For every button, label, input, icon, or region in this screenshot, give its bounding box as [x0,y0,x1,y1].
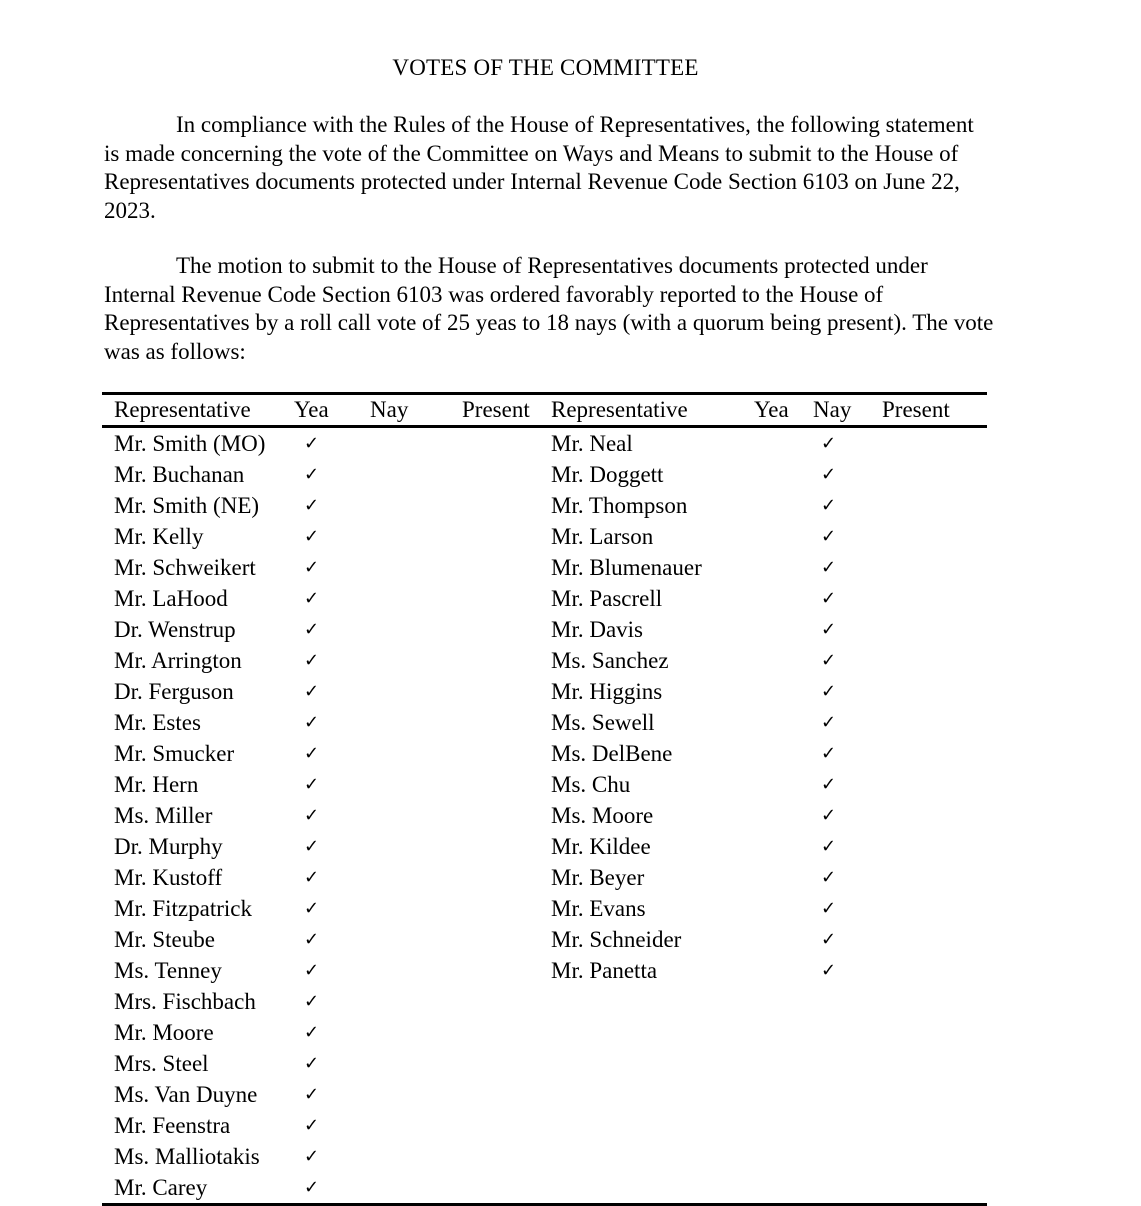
representative-name-left: Mr. Buchanan [114,462,245,487]
left-nay-cell [364,893,454,924]
checkmark-icon: ✓ [304,650,320,671]
table-row [102,707,987,738]
right-nay-cell [813,1048,878,1079]
checkmark-icon: ✓ [304,495,320,516]
right-present-cell [878,427,987,460]
table-row [102,1141,987,1172]
left-nay-cell [364,955,454,986]
representative-name-right: Ms. Moore [551,803,654,828]
left-present-cell [454,707,551,738]
checkmark-icon: ✓ [304,867,320,888]
representative-name-right [551,1141,751,1172]
checkmark-icon: ✓ [304,1115,320,1136]
right-present-cell [878,1141,987,1172]
right-nay-cell [813,831,878,862]
left-nay-cell [364,1048,454,1079]
right-nay-cell [813,955,878,986]
right-nay-cell [813,1110,878,1141]
representative-name-left: Mr. Fitzpatrick [114,896,252,921]
representative-name-left: Mr. Steube [114,927,215,952]
table-body [102,427,987,1205]
right-nay-cell [813,707,878,738]
table-row [102,552,987,583]
left-present-cell [454,1079,551,1110]
left-present-cell [454,862,551,893]
checkmark-icon: ✓ [821,960,837,981]
right-yea-cell [751,862,813,893]
representative-name-right: Mr. Panetta [551,958,658,983]
table-row [102,769,987,800]
table-row [102,490,987,521]
representative-name-right [551,986,751,1017]
left-nay-cell [364,862,454,893]
right-present-cell [878,1079,987,1110]
left-yea-cell [292,459,364,490]
right-present-cell [878,986,987,1017]
left-yea-cell [292,1048,364,1079]
right-yea-cell [751,1110,813,1141]
checkmark-icon: ✓ [821,619,837,640]
checkmark-icon: ✓ [304,929,320,950]
checkmark-icon: ✓ [821,526,837,547]
left-nay-cell [364,676,454,707]
checkmark-icon: ✓ [304,526,320,547]
table-row [102,1110,987,1141]
checkmark-icon: ✓ [821,929,837,950]
representative-name-right: Mr. Higgins [551,679,663,704]
left-nay-cell [364,427,454,460]
right-nay-cell [813,459,878,490]
checkmark-icon: ✓ [304,898,320,919]
left-nay-cell [364,583,454,614]
checkmark-icon: ✓ [821,464,837,485]
representative-name-right: Ms. Sanchez [551,648,669,673]
left-nay-cell [364,831,454,862]
table-row [102,614,987,645]
right-yea-cell [751,769,813,800]
representative-name-left: Mr. Schweikert [114,555,256,580]
right-nay-cell [813,676,878,707]
right-present-cell [878,831,987,862]
left-present-cell [454,521,551,552]
compliance-paragraph-text: In compliance with the Rules of the House of Representatives, the following statement is made concerning the vote of the Committee on Ways and Means to submit to the House of Representatives documents protected under Internal Revenue Code Section 6103 on June 22, 2023. [104,112,974,223]
checkmark-icon: ✓ [821,433,837,454]
table-row [102,893,987,924]
representative-name-right: Ms. Sewell [551,710,655,735]
left-present-cell [454,986,551,1017]
right-present-cell [878,738,987,769]
table-row [102,1079,987,1110]
right-nay-cell [813,490,878,521]
representative-name-right: Mr. Pascrell [551,586,663,611]
representative-name-left: Mrs. Steel [114,1051,209,1076]
header-nay-left: Nay [370,397,409,422]
roll-call-vote-table [102,392,987,1206]
left-nay-cell [364,614,454,645]
representative-name-right: Mr. Evans [551,896,646,921]
table-header-row [102,394,987,427]
checkmark-icon: ✓ [304,1084,320,1105]
left-nay-cell [364,552,454,583]
left-nay-cell [364,986,454,1017]
right-yea-cell [751,893,813,924]
representative-name-right: Mr. Blumenauer [551,555,702,580]
left-present-cell [454,552,551,583]
right-present-cell [878,490,987,521]
left-yea-cell [292,924,364,955]
checkmark-icon: ✓ [304,619,320,640]
representative-name-right [551,1017,751,1048]
representative-name-left: Ms. Van Duyne [114,1082,258,1107]
representative-name-right: Mr. Kildee [551,834,651,859]
right-nay-cell [813,427,878,460]
left-yea-cell [292,893,364,924]
table-row [102,738,987,769]
right-yea-cell [751,1079,813,1110]
right-present-cell [878,769,987,800]
table-row [102,583,987,614]
left-present-cell [454,583,551,614]
checkmark-icon: ✓ [821,557,837,578]
representative-name-left: Mr. Estes [114,710,201,735]
left-present-cell [454,1017,551,1048]
left-present-cell [454,676,551,707]
header-nay-right: Nay [813,397,852,422]
left-nay-cell [364,459,454,490]
representative-name-left: Mr. Feenstra [114,1113,231,1138]
right-yea-cell [751,800,813,831]
left-present-cell [454,1110,551,1141]
representative-name-left: Mr. Smith (NE) [114,493,260,518]
left-yea-cell [292,676,364,707]
representative-name-right: Ms. DelBene [551,741,673,766]
right-nay-cell [813,614,878,645]
representative-name-right: Mr. Neal [551,431,633,456]
right-nay-cell [813,769,878,800]
left-present-cell [454,1141,551,1172]
checkmark-icon: ✓ [821,743,837,764]
checkmark-icon: ✓ [821,495,837,516]
right-nay-cell [813,924,878,955]
left-nay-cell [364,769,454,800]
representative-name-right: Mr. Doggett [551,462,664,487]
header-representative-right: Representative [551,397,688,422]
table-row [102,676,987,707]
representative-name-right: Mr. Beyer [551,865,645,890]
header-present-left: Present [462,397,530,422]
representative-name-left: Mr. Smucker [114,741,235,766]
representative-name-right: Ms. Chu [551,772,631,797]
representative-name-right: Mr. Schneider [551,927,682,952]
checkmark-icon: ✓ [304,1146,320,1167]
motion-paragraph [104,252,994,366]
representative-name-left: Mr. Kustoff [114,865,223,890]
table-row [102,1017,987,1048]
representative-name-left: Dr. Murphy [114,834,223,859]
representative-name-right: Mr. Larson [551,524,654,549]
checkmark-icon: ✓ [821,898,837,919]
representative-name-right [551,1079,751,1110]
left-present-cell [454,738,551,769]
left-nay-cell [364,645,454,676]
left-yea-cell [292,427,364,460]
representative-name-right: Mr. Thompson [551,493,688,518]
right-yea-cell [751,1017,813,1048]
left-nay-cell [364,1079,454,1110]
right-yea-cell [751,614,813,645]
representative-name-left: Mr. Kelly [114,524,204,549]
left-yea-cell [292,552,364,583]
left-yea-cell [292,490,364,521]
left-yea-cell [292,1017,364,1048]
table-row [102,955,987,986]
checkmark-icon: ✓ [304,1177,320,1198]
checkmark-icon: ✓ [821,681,837,702]
right-yea-cell [751,738,813,769]
right-present-cell [878,924,987,955]
left-yea-cell [292,738,364,769]
checkmark-icon: ✓ [821,712,837,733]
left-nay-cell [364,1141,454,1172]
right-present-cell [878,707,987,738]
checkmark-icon: ✓ [821,805,837,826]
left-nay-cell [364,800,454,831]
right-yea-cell [751,831,813,862]
left-nay-cell [364,707,454,738]
table-row [102,831,987,862]
right-nay-cell [813,862,878,893]
representative-name-left: Mr. Hern [114,772,199,797]
left-nay-cell [364,924,454,955]
right-nay-cell [813,1017,878,1048]
table-row [102,427,987,460]
right-present-cell [878,459,987,490]
checkmark-icon: ✓ [304,836,320,857]
left-yea-cell [292,521,364,552]
representative-name-left: Dr. Wenstrup [114,617,236,642]
right-nay-cell [813,800,878,831]
right-yea-cell [751,1141,813,1172]
table-row [102,986,987,1017]
right-yea-cell [751,645,813,676]
representative-name-left: Mr. Arrington [114,648,242,673]
right-present-cell [878,1048,987,1079]
checkmark-icon: ✓ [304,743,320,764]
right-present-cell [878,893,987,924]
right-yea-cell [751,521,813,552]
left-yea-cell [292,831,364,862]
header-yea-right: Yea [754,397,789,422]
right-yea-cell [751,1048,813,1079]
checkmark-icon: ✓ [304,991,320,1012]
left-present-cell [454,800,551,831]
left-present-cell [454,614,551,645]
right-yea-cell [751,676,813,707]
left-nay-cell [364,1017,454,1048]
left-present-cell [454,831,551,862]
left-yea-cell [292,614,364,645]
left-present-cell [454,1048,551,1079]
left-nay-cell [364,738,454,769]
right-present-cell [878,521,987,552]
header-present-right: Present [882,397,950,422]
right-present-cell [878,955,987,986]
table-row [102,862,987,893]
representative-name-left: Dr. Ferguson [114,679,234,704]
right-present-cell [878,552,987,583]
left-present-cell [454,427,551,460]
checkmark-icon: ✓ [304,774,320,795]
right-present-cell [878,862,987,893]
compliance-paragraph [104,111,994,225]
representative-name-left: Mr. LaHood [114,586,228,611]
right-yea-cell [751,955,813,986]
representative-name-left: Ms. Malliotakis [114,1144,260,1169]
right-yea-cell [751,427,813,460]
right-yea-cell [751,490,813,521]
representative-name-left: Mr. Smith (MO) [114,431,266,456]
table-row [102,521,987,552]
left-yea-cell [292,645,364,676]
header-representative-left: Representative [114,397,251,422]
table-row [102,645,987,676]
right-nay-cell [813,1141,878,1172]
checkmark-icon: ✓ [304,1053,320,1074]
right-nay-cell [813,521,878,552]
right-present-cell [878,614,987,645]
right-yea-cell [751,707,813,738]
checkmark-icon: ✓ [304,805,320,826]
checkmark-icon: ✓ [304,681,320,702]
left-yea-cell [292,1110,364,1141]
right-nay-cell [813,738,878,769]
right-present-cell [878,583,987,614]
left-present-cell [454,769,551,800]
motion-paragraph-text: The motion to submit to the House of Representatives documents protected under Internal Revenue Code Section 6103 was ordered favorably reported to the House of Representatives by a roll call vote of 25 yeas to 18 nays (with a quorum being present). The vote was as follows: [104,253,994,364]
left-yea-cell [292,707,364,738]
left-yea-cell [292,955,364,986]
left-nay-cell [364,521,454,552]
right-nay-cell [813,583,878,614]
checkmark-icon: ✓ [304,712,320,733]
right-nay-cell [813,1079,878,1110]
checkmark-icon: ✓ [821,650,837,671]
left-yea-cell [292,1141,364,1172]
left-yea-cell [292,986,364,1017]
right-yea-cell [751,459,813,490]
checkmark-icon: ✓ [304,433,320,454]
left-yea-cell [292,583,364,614]
table-row [102,1048,987,1079]
left-yea-cell [292,800,364,831]
right-yea-cell [751,552,813,583]
right-present-cell [878,1110,987,1141]
document-title: VOTES OF THE COMMITTEE [392,55,699,80]
left-present-cell [454,893,551,924]
left-yea-cell [292,862,364,893]
checkmark-icon: ✓ [821,588,837,609]
representative-name-right [551,1048,751,1079]
checkmark-icon: ✓ [821,836,837,857]
right-nay-cell [813,552,878,583]
representative-name-right: Mr. Davis [551,617,643,642]
representative-name-left: Mrs. Fischbach [114,989,256,1014]
header-yea-left: Yea [294,397,329,422]
right-present-cell [878,1017,987,1048]
right-yea-cell [751,986,813,1017]
representative-name-left: Ms. Miller [114,803,213,828]
right-nay-cell [813,645,878,676]
right-present-cell [878,800,987,831]
left-present-cell [454,955,551,986]
table-row [102,924,987,955]
representative-name-left: Mr. Carey [114,1175,208,1200]
left-present-cell [454,459,551,490]
left-present-cell [454,645,551,676]
checkmark-icon: ✓ [821,774,837,795]
checkmark-icon: ✓ [304,557,320,578]
table-row [102,459,987,490]
checkmark-icon: ✓ [821,867,837,888]
left-yea-cell [292,1079,364,1110]
checkmark-icon: ✓ [304,464,320,485]
left-present-cell [454,490,551,521]
checkmark-icon: ✓ [304,1022,320,1043]
right-nay-cell [813,893,878,924]
representative-name-left: Ms. Tenney [114,958,222,983]
left-nay-cell [364,1110,454,1141]
checkmark-icon: ✓ [304,960,320,981]
left-yea-cell [292,769,364,800]
checkmark-icon: ✓ [304,588,320,609]
left-present-cell [454,924,551,955]
right-yea-cell [751,924,813,955]
right-present-cell [878,645,987,676]
left-nay-cell [364,490,454,521]
representative-name-left: Mr. Moore [114,1020,214,1045]
right-yea-cell [751,583,813,614]
representative-name-right [551,1110,751,1141]
right-nay-cell [813,986,878,1017]
right-present-cell [878,676,987,707]
table-row [102,800,987,831]
